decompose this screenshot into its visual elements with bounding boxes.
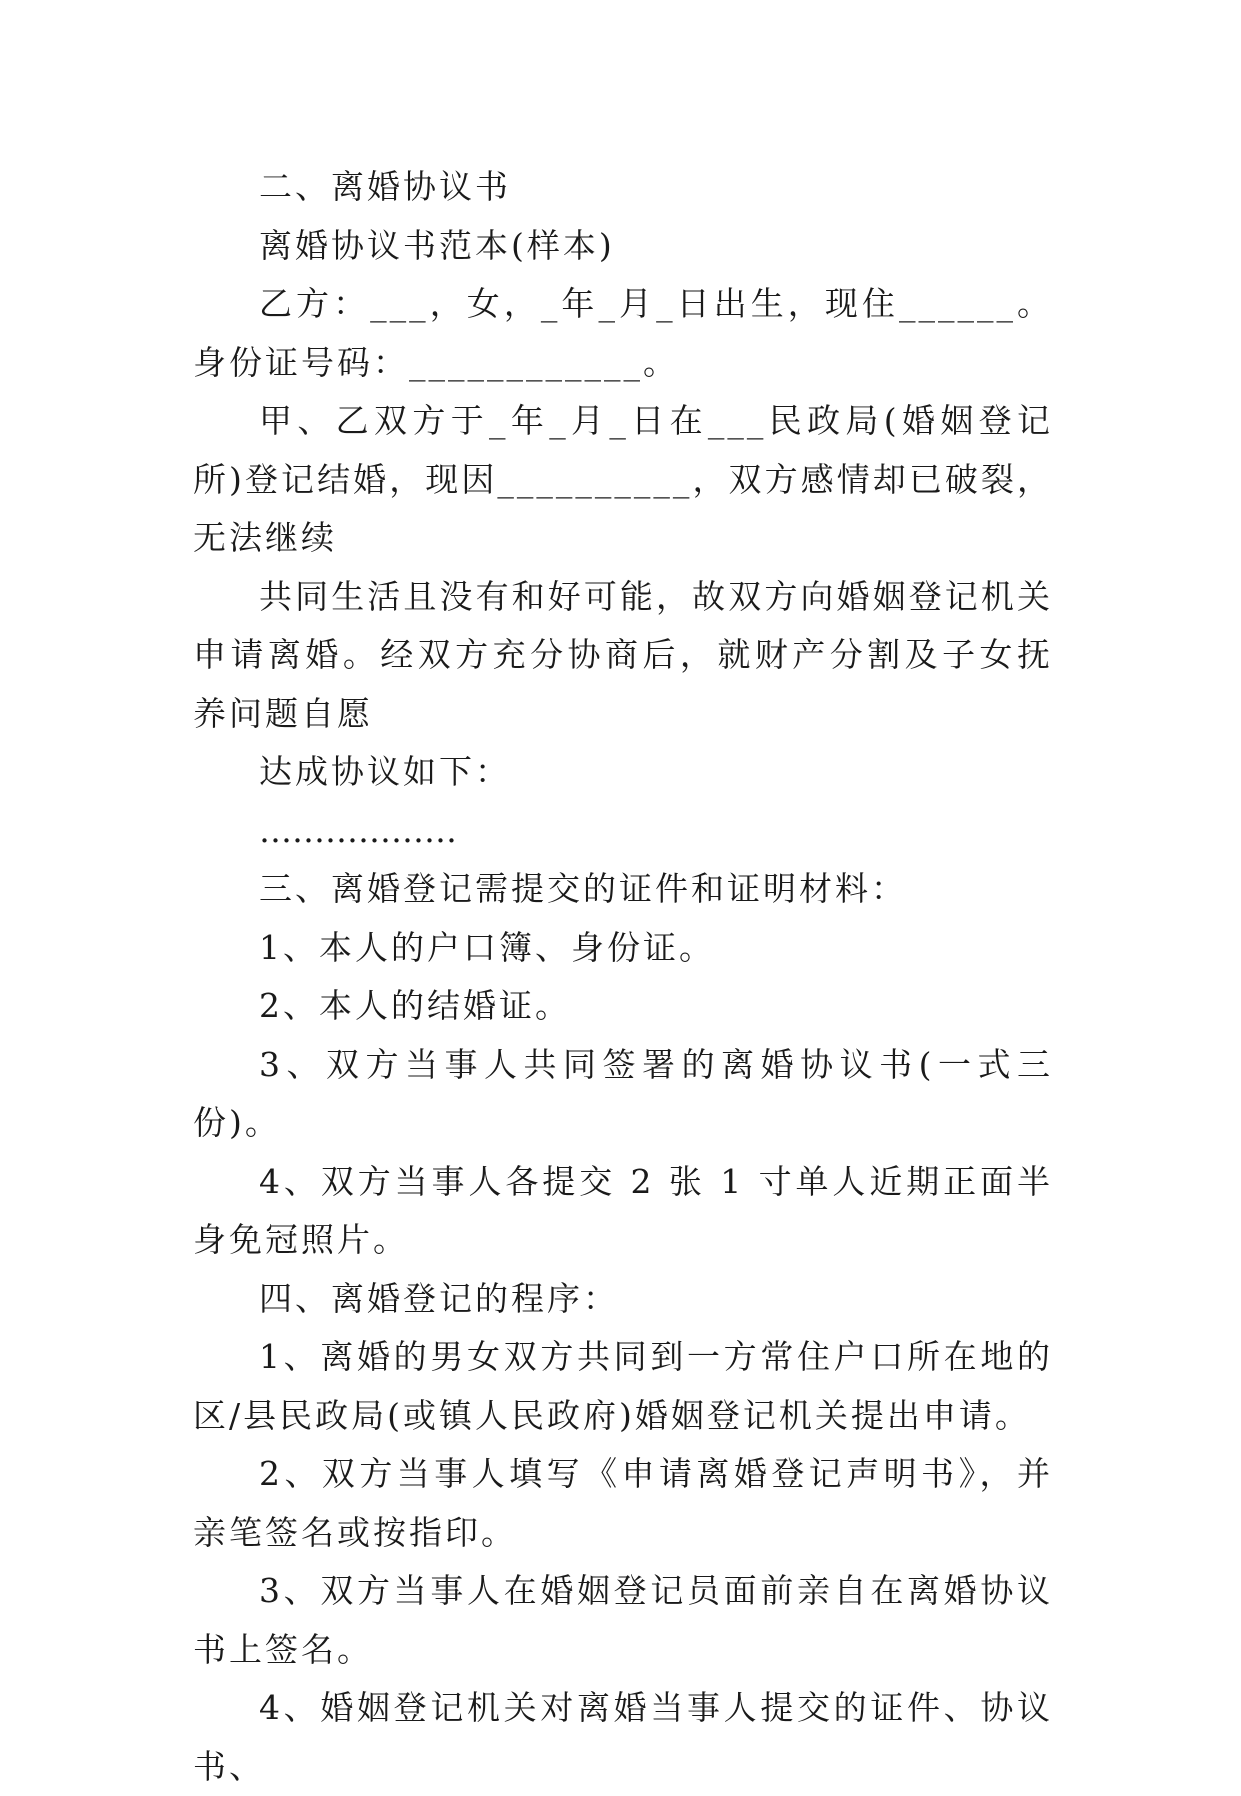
list-item-4-2: 2、双方当事人填写《申请离婚登记声明书》，并亲笔签名或按指印。 [193,1454,1053,1552]
section-heading-2: 二、离婚协议书 [259,167,511,206]
ellipsis-line: ……………… [259,810,457,850]
list-item-4-1: 1、离婚的男女双方共同到一方常住户口所在地的区/县民政局(或镇人民政府)婚姻登记机关提出申请。 [193,1337,1053,1435]
agreement-intro-line: 达成协议如下： [259,752,511,791]
list-item-3-2: 2、本人的结婚证。 [259,986,571,1025]
party-b-paragraph: 乙方：___，女，_年_月_日出生，现住______。身份证号码：____________。 [193,284,1053,382]
list-item-4-4: 4、婚姻登记机关对离婚当事人提交的证件、协议书、 [193,1688,1053,1786]
list-item-3-1: 1、本人的户口簿、身份证。 [259,927,715,967]
document-body [193,158,1053,1796]
list-item-4-3: 3、双方当事人在婚姻登记员面前亲自在离婚协议书上签名。 [193,1571,1053,1669]
list-item-3-4: 4、双方当事人各提交 2 张 1 寸单人近期正面半身免冠照片。 [193,1161,1053,1259]
agreement-title: 离婚协议书范本(样本) [259,225,615,265]
divorce-application-paragraph: 共同生活且没有和好可能，故双方向婚姻登记机关申请离婚。经双方充分协商后，就财产分割及子女抚养问题自愿 [193,576,1053,733]
list-item-3-3: 3、双方当事人共同签署的离婚协议书(一式三份)。 [193,1044,1053,1142]
section-heading-3: 三、离婚登记需提交的证件和证明材料： [259,869,907,908]
section-heading-4: 四、离婚登记的程序： [259,1278,619,1318]
marriage-registration-paragraph: 甲、乙双方于_年_月_日在___民政局(婚姻登记所)登记结婚，现因__________，双方感情却已破裂，无法继续 [193,401,1053,557]
